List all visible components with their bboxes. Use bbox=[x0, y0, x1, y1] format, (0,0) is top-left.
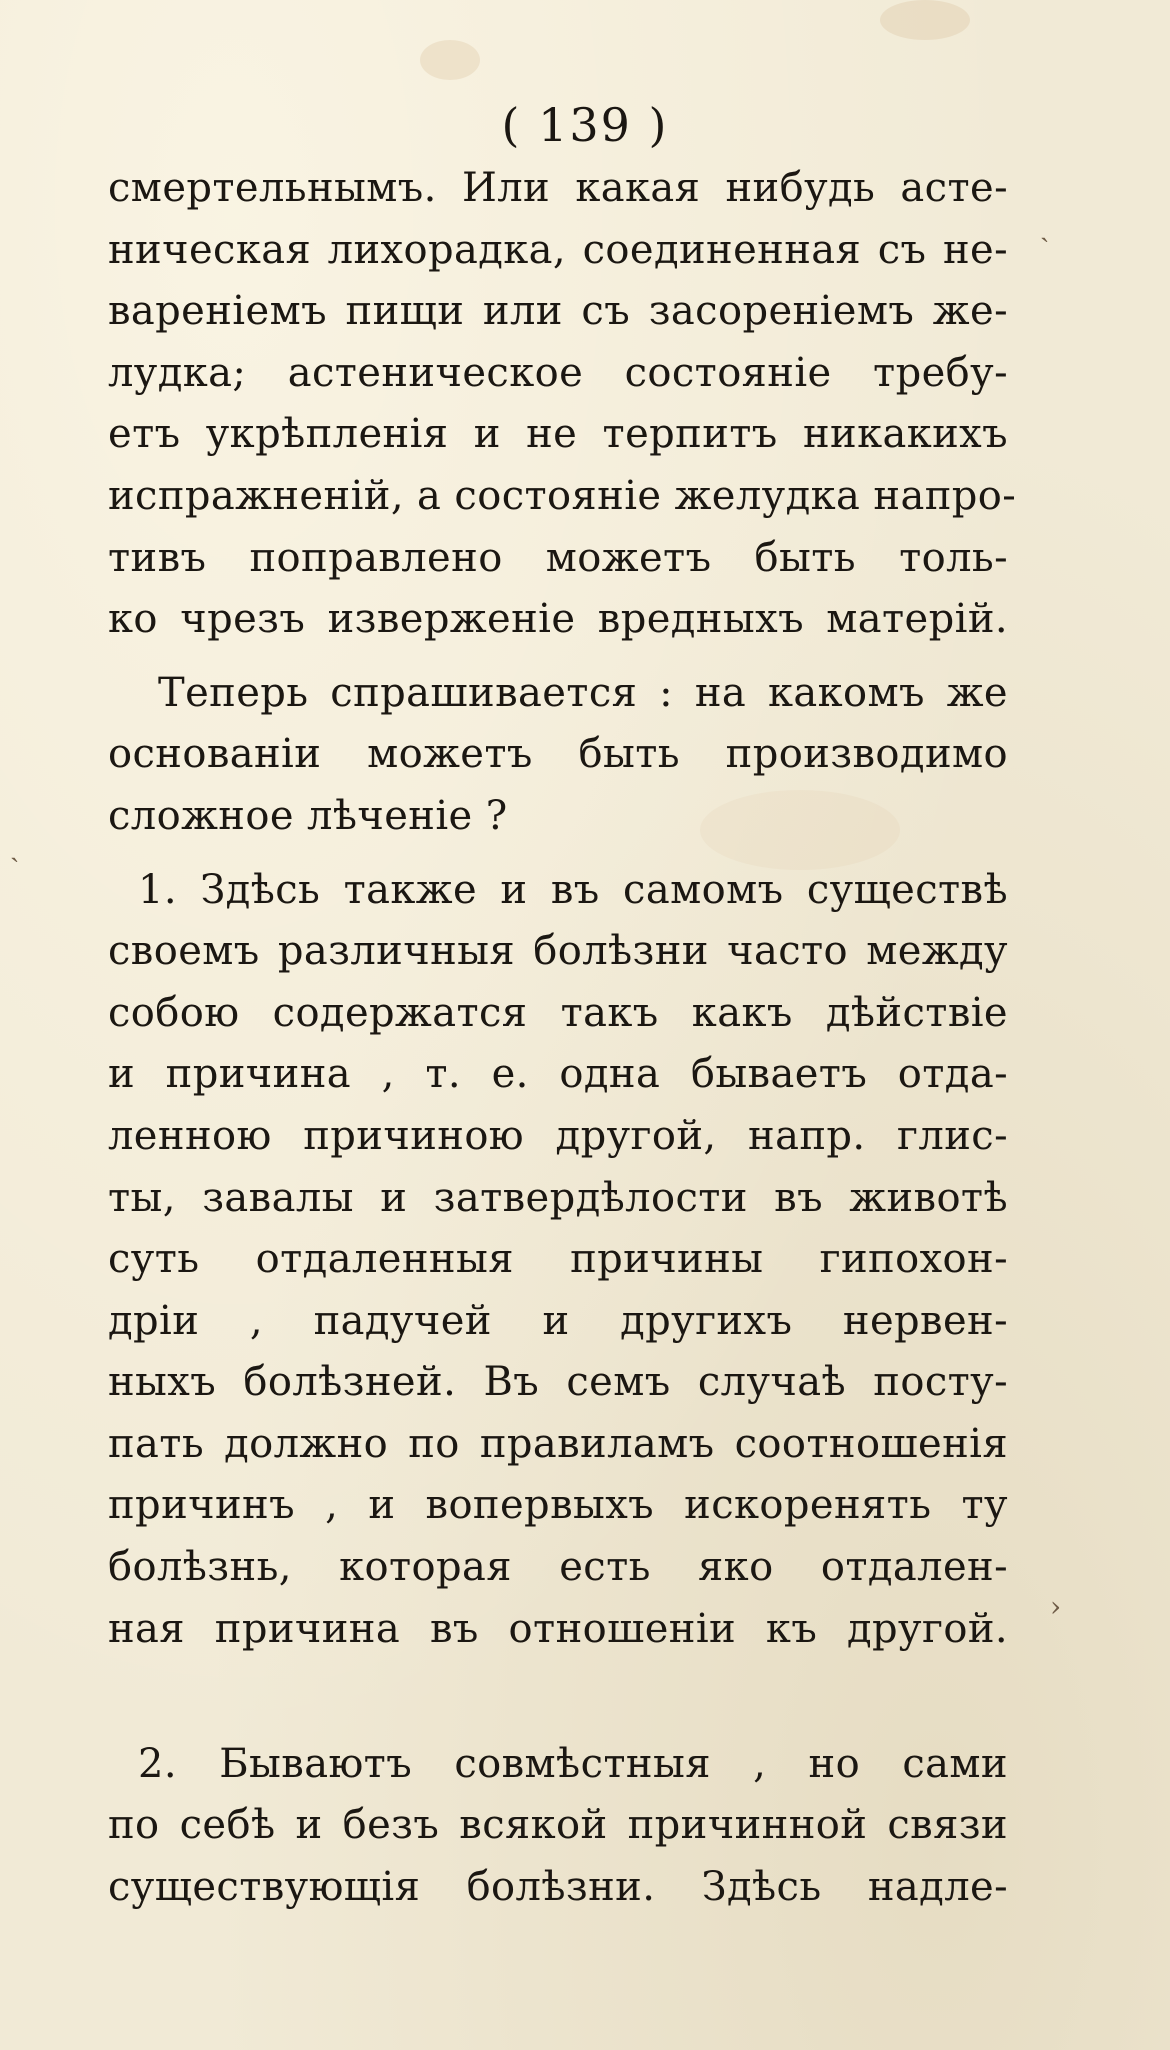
text-line: лудка; астеническое состоянiе требу- bbox=[108, 349, 1008, 396]
text-line: ныхъ болѣзней. Въ семъ случаѣ посту- bbox=[108, 1359, 1008, 1406]
text-line: сложное лѣченiе ? bbox=[108, 792, 508, 839]
paper-stain bbox=[880, 0, 970, 40]
paragraph bbox=[108, 158, 1017, 651]
text-line: дрiи , падучей и другихъ нервен- bbox=[108, 1297, 1008, 1344]
text-line: варенiемъ пищи или съ засоренiемъ же- bbox=[108, 288, 1008, 335]
text-line: ническая лихорадка, соединенная съ не- bbox=[108, 226, 1008, 273]
text-line: ленною причиною другой, напр. глис- bbox=[108, 1112, 1008, 1159]
paper-mark: › bbox=[1050, 1590, 1062, 1623]
text-line: Теперь спрашивается : на какомъ же bbox=[158, 669, 1008, 716]
text-line: смертельнымъ. Или какая нибудь асте- bbox=[108, 165, 1008, 211]
page-number: ( 139 ) bbox=[501, 98, 669, 152]
paragraph bbox=[108, 860, 1008, 1722]
text-line: испражненiй, а состоянiе желудка напро- bbox=[108, 472, 1017, 519]
text-line: 1. Здѣсь также и въ самомъ существѣ bbox=[138, 866, 1008, 913]
text-line: ная причина въ отношенiи къ другой. bbox=[108, 1605, 1008, 1652]
text-line: ты, завалы и затвердѣлости въ животѣ bbox=[108, 1174, 1008, 1221]
paragraph bbox=[108, 663, 1008, 848]
text-line: суть отдаленныя причины гипохон- bbox=[108, 1236, 1008, 1283]
text-line: тивъ поправлено можетъ быть толь- bbox=[108, 534, 1008, 581]
text-line: собою содержатся такъ какъ дѣйствiе bbox=[108, 989, 1008, 1036]
paper-mark: ˏ bbox=[1040, 210, 1050, 243]
text-line: етъ укрѣпленiя и не терпитъ никакихъ bbox=[108, 411, 1008, 458]
text-line: причинъ , и вопервыхъ искоренять ту bbox=[108, 1482, 1008, 1529]
text-line: по себѣ и безъ всякой причинной связи bbox=[108, 1802, 1008, 1849]
text-line bbox=[108, 1660, 1008, 1722]
paragraph bbox=[108, 1734, 1008, 1919]
paper-stain bbox=[420, 40, 480, 80]
text-line: своемъ различныя болѣзни часто между bbox=[108, 928, 1008, 975]
text-line: основанiи можетъ быть производимо bbox=[108, 731, 1008, 778]
text-line: 2. Бываютъ совмѣстныя , но сами bbox=[138, 1740, 1008, 1787]
paper-mark: ˎ bbox=[10, 830, 20, 863]
text-line: болѣзнь, которая есть яко отдален- bbox=[108, 1544, 1008, 1591]
text-line: существующiя болѣзни. Здѣсь надле- bbox=[108, 1864, 1008, 1911]
text-line: пать должно по правиламъ соотношенiя bbox=[108, 1420, 1008, 1467]
text-line: и причина , т. е. одна бываетъ отда- bbox=[108, 1051, 1008, 1098]
body-text bbox=[108, 158, 1017, 1919]
text-line: ко чрезъ изверженiе вредныхъ матерiй. bbox=[108, 596, 1008, 643]
